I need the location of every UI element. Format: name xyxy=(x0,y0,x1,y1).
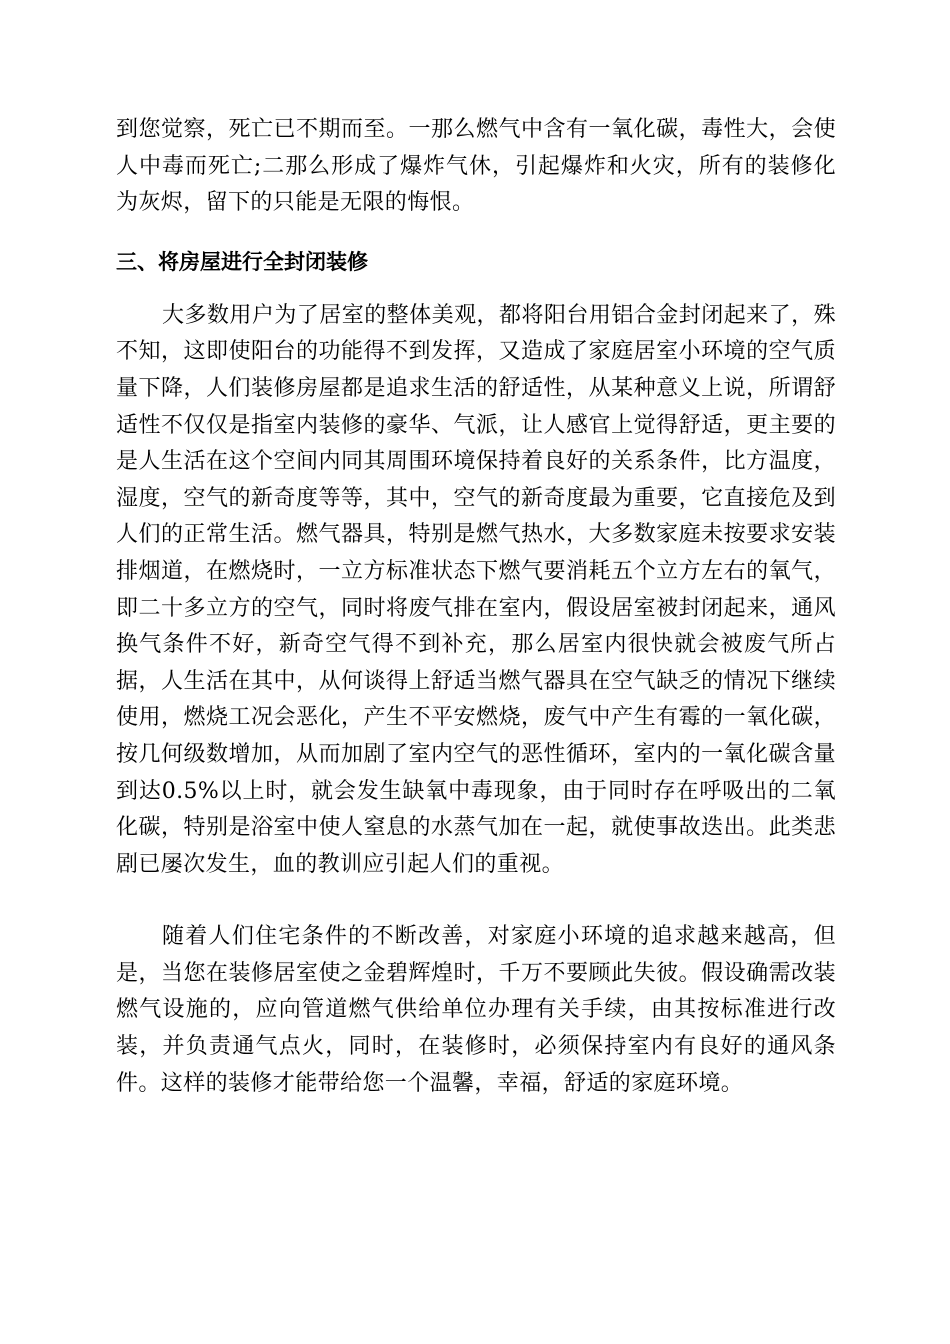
paragraph-enclosed-renovation: 大多数用户为了居室的整体美观，都将阳台用铝合金封闭起来了，殊不知，这即使阳台的功能得不到发挥，又造成了家庭居室小环境的空气质量下降，人们装修房屋都是追求生活的舒适性，从某种意义上说，所谓舒适性不仅仅是指室内装修的豪华、气派，让人感官上觉得舒适，更主要的是人生活在这个空间内同其周围环境保持着良好的关系条件，比方温度，湿度，空气的新奇度等等，其中，空气的新奇度最为重要，它直接危及到人们的正常生活。燃气器具，特别是燃气热水，大多数家庭未按要求安装排烟道，在燃烧时，一立方标准状态下燃气要消耗五个立方左右的氧气，即二十多立方的空气，同时将废气排在室内，假设居室被封闭起来，通风换气条件不好，新奇空气得不到补充，那么居室内很快就会被废气所占据，人生活在其中，从何谈得上舒适当燃气器具在空气缺乏的情况下继续使用，燃烧工况会恶化，产生不平安燃烧，废气中产生有霉的一氧化碳，按几何级数增加，从而加剧了室内空气的恶性循环，室内的一氧化碳含量到达0.5%以上时，就会发生缺氧中毒现象，由于同时存在呼吸出的二氧化碳，特别是浴室中使人窒息的水蒸气加在一起，就使事故迭出。此类悲剧已屡次发生，血的教训应引起人们的重视。 xyxy=(116,302,836,877)
paragraph-conclusion: 随着人们住宅条件的不断改善，对家庭小环境的追求越来越高，但是，当您在装修居室使之金碧辉煌时，千万不要顾此失彼。假设确需改装燃气设施的，应向管道燃气供给单位办理有关手续，由其按标准进行改装，并负责通气点火，同时，在装修时，必须保持室内有良好的通风条件。这样的装修才能带给您一个温馨，幸福，舒适的家庭环境。 xyxy=(116,924,836,1096)
paragraph-continuation: 到您觉察，死亡已不期而至。一那么燃气中含有一氧化碳，毒性大，会使人中毒而死亡;二那么形成了爆炸气休，引起爆炸和火灾，所有的装修化为灰烬，留下的只能是无限的悔恨。 xyxy=(116,117,836,216)
document-page xyxy=(116,112,836,1102)
section-heading: 三、将房屋进行全封闭装修 xyxy=(116,249,368,274)
